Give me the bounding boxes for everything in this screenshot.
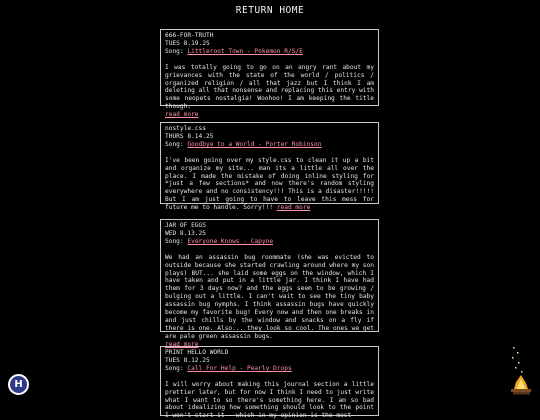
entry-date: WED 8.13.25: [165, 229, 206, 237]
entry-body: [165, 254, 374, 349]
campfire-icon: [504, 345, 538, 397]
read-more-link[interactable]: read more: [165, 111, 199, 119]
entry-song-line: [165, 141, 374, 149]
song-label: Song:: [165, 47, 184, 55]
home-button-label: H: [14, 379, 23, 390]
song-label: Song:: [165, 237, 184, 245]
song-link[interactable]: Call For Help - Pearly Drops: [187, 364, 292, 372]
entry-body: [165, 157, 374, 212]
journal-entry: [160, 346, 379, 420]
journal-entry: [160, 29, 379, 119]
entry-text: I was totally going to go on an angry rant about my grievances with the state of the world / politics / organized religion / all that jazz but I think I am deleting all that nonsense and replacing this entry with some neopets nostalgia! Woohoo! I am keeping the title though.: [165, 63, 374, 111]
entry-text: We had an assassin bug roommate (she was evicted to outside because she started crawling around where my son plays) BUT... she laid some eggs on the window, which I have taken and put in a little jar. I think I have had them for 3 days now? and the eggs seem to be growing / bulging out a little. I can't wait to see the tiny baby assassin bug nymphs. I think assassin bugs have quickly become my favorite bug! Every now and then one breaks in and just chills by the window and snacks on a fly if there is one. Also... they look so cool. The ones we get are pale green assassin bugs.: [165, 253, 374, 340]
read-more-link[interactable]: read more: [276, 204, 311, 212]
song-link[interactable]: Everyone Knows - Capyne: [187, 237, 274, 245]
journal-entry: [160, 122, 379, 212]
entry-body: [165, 64, 374, 119]
journal-entry: [160, 219, 379, 348]
entry-text: I've been going over my style.css to clean it up a bit and organize my site... man its a little all over the place. I made the mistake of doing inline styling for *just a few sections* and now there's random styling everywhere and no consistency!!! This is a disaster!!!!! But I am just going to have to leave this mess for future me to handle. Sorry!!!: [165, 156, 374, 212]
entry-title: nostyle.css: [165, 125, 206, 132]
entry-song-line: [165, 365, 374, 373]
song-label: Song:: [165, 364, 184, 372]
song-link[interactable]: Goodbye to a World - Porter Robinson: [187, 140, 322, 148]
entry-date: TUES 8.12.25: [165, 356, 210, 364]
song-label: Song:: [165, 140, 184, 148]
entry-body: [165, 381, 374, 420]
return-home-link[interactable]: RETURN HOME: [235, 5, 305, 16]
entry-song-line: [165, 238, 374, 246]
entry-title: 666-FOR-TRUTH: [165, 32, 214, 39]
journal-feed: [160, 29, 379, 420]
entry-title: JAR OF EGGS: [165, 222, 206, 229]
entry-title: PRINT HELLO WORLD: [165, 349, 229, 356]
song-link[interactable]: Littleroot Town - Pokemon R/S/E: [187, 47, 303, 55]
home-button[interactable]: [8, 374, 29, 395]
entry-date: THURS 8.14.25: [165, 132, 214, 140]
entry-song-line: [165, 48, 374, 56]
entry-date: TUES 8.19.25: [165, 39, 210, 47]
entry-text: I will worry about making this journal section a little prettier later, but for now I think I need to just write what I want to so there's something here. I am so bad about idealizing how something should look to the point I won't start it - which in my opinion is the most: [165, 380, 374, 420]
read-more-link[interactable]: read more: [165, 340, 199, 348]
